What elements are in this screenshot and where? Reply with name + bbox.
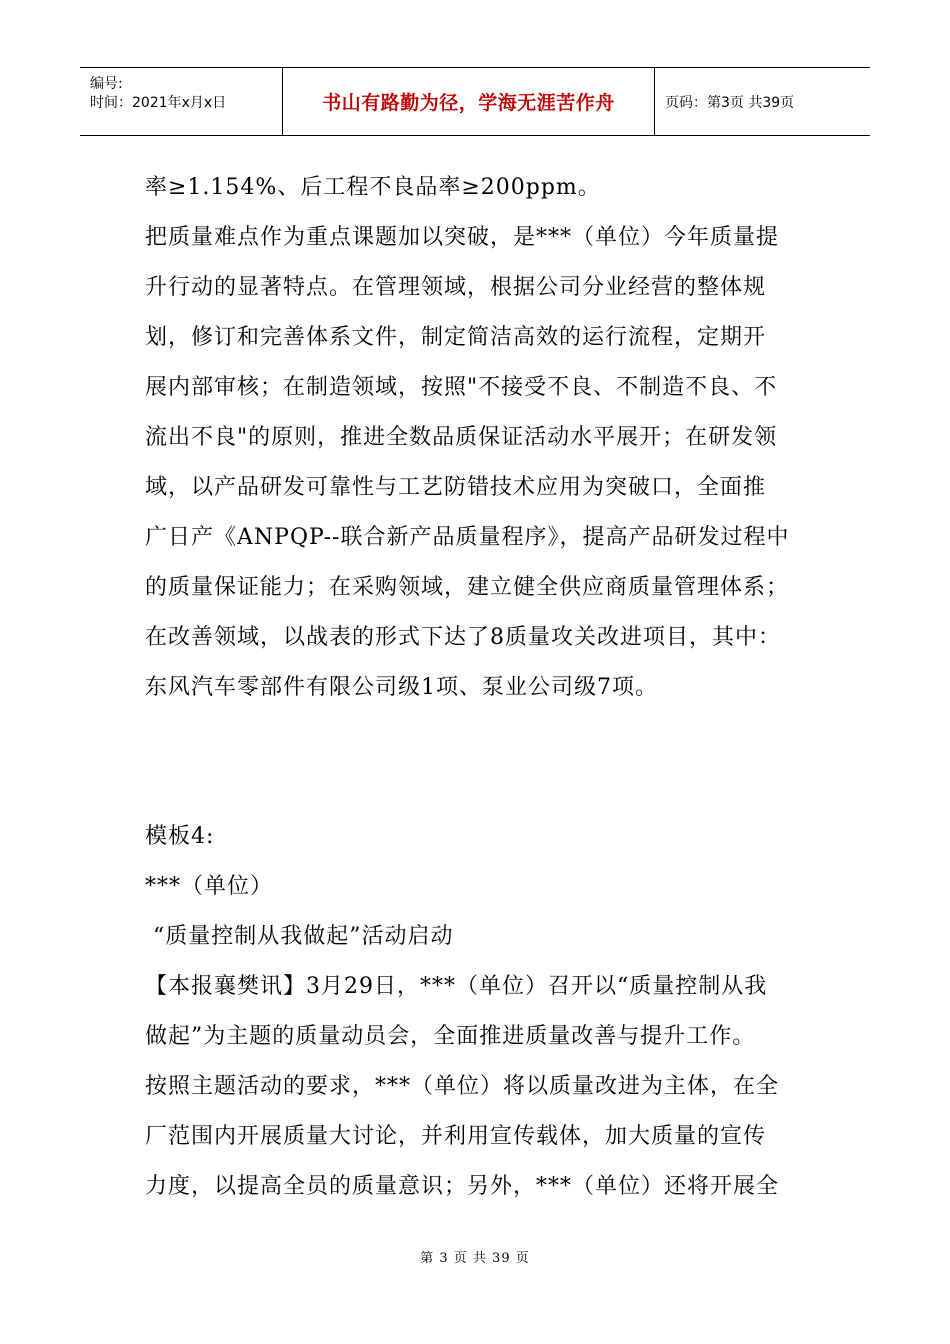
page-footer: 第 3 页 共 39 页 (420, 1251, 530, 1266)
paragraph-line: 广日产《ANPQP--联合新产品质量程序》，提高产品研发过程中 (145, 525, 790, 550)
document-body (145, 163, 810, 1212)
header-page-info: 页码：第3页 共39页 (665, 94, 795, 111)
section-spacer (145, 713, 810, 812)
paragraph-line: 做起”为主题的质量动员会，全面推进质量改善与提升工作。 (145, 1024, 756, 1049)
paragraph-line: 展内部审核；在制造领域，按照"不接受不良、不制造不良、不 (145, 375, 778, 400)
paragraph-line: 域，以产品研发可靠性与工艺防错技术应用为突破口，全面推 (145, 475, 767, 500)
unit-line: ***（单位） (145, 874, 274, 899)
header-motto: 书山有路勤为径，学海无涯苦作舟 (322, 92, 615, 114)
paragraph-line: 东风汽车零部件有限公司级1项、泵业公司级7项。 (145, 675, 658, 700)
paragraph-line: 的质量保证能力；在采购领域，建立健全供应商质量管理体系； (145, 575, 790, 600)
header-motto-cell (283, 68, 655, 135)
paragraph-line: 升行动的显著特点。在管理领域，根据公司分业经营的整体规 (145, 275, 767, 300)
header-number-label: 编号: (90, 76, 123, 92)
paragraph-line: 流出不良"的原则，推进全数品质保证活动水平展开；在研发领 (145, 425, 778, 450)
paragraph-line: 划，修订和完善体系文件，制定简洁高效的运行流程，定期开 (145, 325, 767, 350)
header-meta-cell (80, 68, 283, 135)
paragraph-line: 把质量难点作为重点课题加以突破，是***（单位）今年质量提 (145, 225, 780, 250)
page-header (80, 67, 870, 136)
article-title: “质量控制从我做起”活动启动 (145, 924, 454, 949)
template-label: 模板4: (145, 824, 215, 849)
paragraph-line: 在改善领域，以战表的形式下达了8质量攻关改进项目，其中： (145, 625, 781, 650)
paragraph-line: 力度，以提高全员的质量意识；另外，***（单位）还将开展全 (145, 1174, 780, 1199)
paragraph-line: 厂范围内开展质量大讨论，并利用宣传载体，加大质量的宣传 (145, 1124, 767, 1149)
paragraph-line: 【本报襄樊讯】3月29日，***（单位）召开以“质量控制从我 (145, 974, 768, 999)
paragraph-line: 按照主题活动的要求，***（单位）将以质量改进为主体，在全 (145, 1074, 780, 1099)
paragraph-line: 率≥1.154%、后工程不良品率≥200ppm。 (145, 175, 601, 200)
header-time-label: 时间：2021年x月x日 (90, 95, 227, 111)
